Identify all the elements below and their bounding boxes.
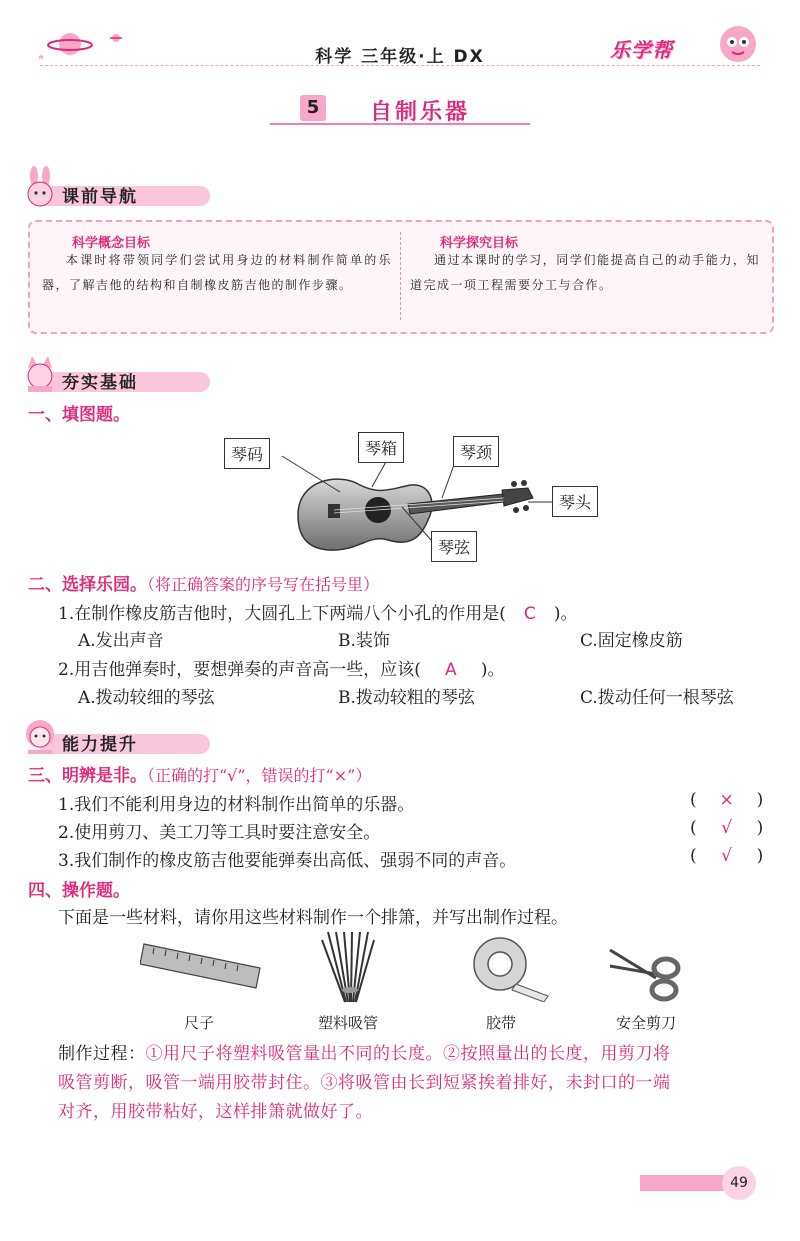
q2-2-option-a: A.拨动较细的琴弦: [78, 688, 215, 708]
q2-item-2-stem: [58, 655, 505, 680]
brand-logo: 乐学帮: [610, 38, 673, 62]
q3-item-1: 1.我们不能利用身边的材料制作出简单的乐器。: [58, 795, 415, 815]
q3-item-3: 3.我们制作的橡皮筋吉他要能弹奏出高低、强弱不同的声音。: [58, 851, 517, 871]
q4-heading: 四、操作题。: [28, 881, 130, 901]
material-caption-ruler: 尺子: [184, 1014, 215, 1032]
q3-note: （正确的打“√”，错误的打“×”）: [147, 766, 372, 785]
page-number: 49: [722, 1166, 756, 1200]
lesson-number: 5: [300, 95, 326, 121]
q2-1-option-b: B.装饰: [338, 631, 390, 651]
inquiry-goal-heading: 科学探究目标: [440, 236, 519, 251]
label-bridge: 琴码: [224, 438, 270, 469]
concept-goal-text: 本课时将带领同学们尝试用身边的材料制作简单的乐器，了解吉他的结构和自制橡皮筋吉他的制作步骤。: [42, 253, 392, 292]
q2-item-1-stem: [58, 599, 578, 624]
section-title-ability: 能力提升: [62, 735, 138, 755]
label-strings: 琴弦: [431, 531, 477, 562]
label-body: 琴箱: [358, 432, 404, 463]
q2-2-option-b: B.拨动较粗的琴弦: [338, 688, 475, 708]
q3-2-answer: √: [721, 818, 733, 838]
material-caption-straws: 塑料吸管: [318, 1014, 379, 1032]
q4-instruction: 下面是一些材料，请你用这些材料制作一个排箫，并写出制作过程。: [58, 908, 568, 928]
girl-icon: [20, 714, 60, 760]
material-caption-tape: 胶带: [486, 1014, 517, 1032]
q2-2-stem-pre: 2.用吉他弹奏时，要想弹奏的声音高一些，应该(: [58, 660, 421, 680]
straws-icon: [318, 930, 378, 1009]
q3-item-2-bracket: ( √ ): [690, 818, 764, 838]
ruler-icon: [140, 936, 265, 1000]
label-neck: 琴颈: [453, 436, 499, 467]
process-line-3: 对齐，用胶带粘好，这样排箫就做好了。: [58, 1102, 373, 1122]
material-caption-scissors: 安全剪刀: [616, 1014, 677, 1032]
q2-1-option-a: A.发出声音: [78, 631, 164, 651]
section-banner-ability: [0, 728, 240, 754]
inquiry-goal-text: 通过本课时的学习，同学们能提高自己的动手能力，知道完成一项工程需要分工与合作。: [410, 253, 760, 292]
q2-note: （将正确答案的序号写在括号里）: [147, 575, 380, 594]
q3-3-answer: √: [721, 846, 733, 866]
q1-heading: 一、填图题。: [28, 405, 130, 425]
q2-heading-text: 二、选择乐园。: [28, 575, 147, 595]
q2-2-answer: A: [445, 660, 457, 680]
process-line-1: [58, 1040, 778, 1069]
process-line-2: 吸管剪断，吸管一端用胶带封住。③将吸管由长到短紧挨着排好，未封口的一端: [58, 1073, 671, 1093]
q2-2-stem-post: )。: [480, 660, 505, 680]
process-label: 制作过程：: [58, 1044, 146, 1064]
label-head: 琴头: [552, 486, 598, 517]
process-text-1: ①用尺子将塑料吸管量出不同的长度。②按照量出的长度，用剪刀将: [145, 1044, 671, 1064]
q2-1-stem-post: )。: [553, 604, 578, 624]
header-title: 科学 三年级·上 DX: [315, 47, 485, 67]
tape-icon: [466, 932, 556, 1006]
concept-goal-heading: 科学概念目标: [72, 236, 151, 251]
q3-item-2: 2.使用剪刀、美工刀等工具时要注意安全。: [58, 823, 381, 843]
q3-item-3-bracket: ( √ ): [690, 846, 764, 866]
q2-1-stem-pre: 1.在制作橡皮筋吉他时，大圆孔上下两端八个小孔的作用是(: [58, 604, 506, 624]
section-title-preview: 课前导航: [62, 187, 138, 207]
q2-1-option-c: C.固定橡皮筋: [580, 631, 683, 651]
q2-1-answer: C: [523, 604, 536, 624]
q3-heading-text: 三、明辨是非。: [28, 766, 147, 786]
q2-heading: [28, 570, 379, 595]
q3-item-1-bracket: ( × ): [690, 790, 764, 810]
q3-1-answer: ×: [719, 790, 734, 810]
page-number-bar: [640, 1175, 730, 1191]
section-title-basic: 夯实基础: [62, 373, 138, 393]
scissors-icon: [606, 944, 686, 1008]
q3-heading: [28, 761, 371, 786]
lesson-title: 自制乐器: [370, 100, 471, 125]
label-leader-lines: [0, 0, 800, 604]
q2-2-option-c: C.拨动任何一根琴弦: [580, 688, 734, 708]
